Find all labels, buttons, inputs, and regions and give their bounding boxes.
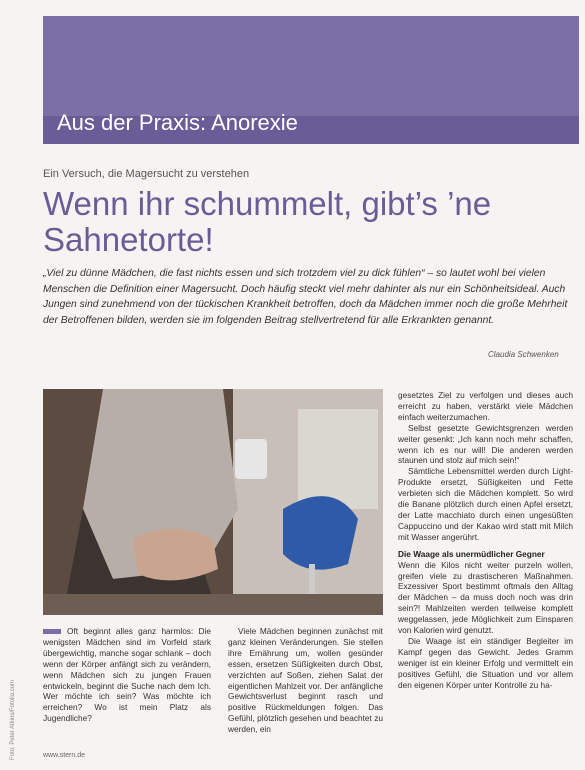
body-paragraph: Wenn die Kilos nicht weiter purzeln wollen, greifen viele zu drastischeren Maßnahmen. Exzessiver Sport bestimmt oftmals den Alltag der Mädchen – da muss doch noch was drin sein?! Mahlzeiten werden teilweise komplett weggelassen, jede Möglichkeit zum Einsparen von Kalorien wird genutzt. xyxy=(398,559,573,636)
photo-credit: Foto: Peter Atkins/Fotolia.com xyxy=(10,679,16,760)
body-subheading: Die Waage als unermüdlicher Gegner xyxy=(398,548,545,559)
article-headline: Wenn ihr schummelt, gibt’s ’ne Sahnetorte! xyxy=(43,185,492,258)
section-title: Aus der Praxis: Anorexie xyxy=(57,110,298,135)
lead-in-bar xyxy=(43,629,61,634)
body-paragraph: Viele Mädchen beginnen zunächst mit ganz kleinen Veränderungen. Sie stellen ihre Ernährung um, wollen gesünder essen, ersetzen Süßigkeiten durch Obst, verzichten auf Soßen, ziehen Salat der eigentlichen Mahlzeit vor. Der anfängliche Gewichtsverlust beginnt rasch und positive Rückmeldungen folgen. Das Gefühl, plötzlich gesehen und beachtet zu werden, ein xyxy=(228,626,383,735)
article-kicker: Ein Versuch, die Magersucht zu verstehen xyxy=(43,168,250,180)
article-photo xyxy=(43,389,383,615)
body-paragraph: Oft beginnt alles ganz harmlos: Die wenigsten Mädchen sind im Vorfeld stark übergewichtig, manche sogar schlank – doch wenn der Körper anfängt sich zu verändern, wenn Mädchen sich zu jungen Frauen entwickeln, beginnt die Suche nach dem Ich. Wer möchte ich sein? Was möchte ich erreichen? Wo ist mein Platz als Jugendliche? xyxy=(43,626,211,724)
body-column-3 xyxy=(398,390,573,690)
body-paragraph: Die Waage ist ein ständiger Begleiter im Kampf gegen das Gewicht. Jedes Gramm weniger ist ein kleiner Erfolg und vermittelt ein positives Gefühl, die Situation und vor allem den eigenen Körper unter Kontrolle zu ha- xyxy=(398,635,573,690)
body-paragraph: Selbst gesetzte Gewichtsgrenzen werden weiter gesenkt: „Ich kann noch mehr schaffen, wenn ich es nur will! Die anderen werden staunen und stolz auf mich sein!“ xyxy=(398,422,573,466)
body-column-2 xyxy=(228,626,383,735)
article-author: Claudia Schwenken xyxy=(488,350,559,359)
page-footer: www.stern.de xyxy=(43,752,86,759)
body-column-1 xyxy=(43,626,211,724)
body-paragraph: Sämtliche Lebensmittel werden durch Light-Produkte ersetzt, Süßigkeiten und Fette verbieten sich die Mädchen komplett. So wird die Banane plötzlich durch einen Apfel ersetzt, der Latte macchiato durch einen ungesüßten Cappuccino und der Kakao wird statt mit Milch mit Wasser angerührt. xyxy=(398,466,573,542)
article-lede: „Viel zu dünne Mädchen, die fast nichts essen und sich trotzdem viel zu dick fühlen“ – so lautet wohl bei vielen Menschen die Definition einer Magersucht. Doch häufig steckt viel mehr dahinter als nur ein Schönheitsideal. Auch Jungen sind zunehmend von der tückischen Krankheit betroffen, doch da Mädchen immer noch die große Mehrheit der Betroffenen bilden, werden sie im folgenden Beitrag stellvertretend für alle Erkrankten genannt. xyxy=(43,268,568,326)
body-paragraph: gesetztes Ziel zu verfolgen und dieses auch erreicht zu haben, verstärkt viele Mädchen einfach weiterzumachen. xyxy=(398,390,573,422)
